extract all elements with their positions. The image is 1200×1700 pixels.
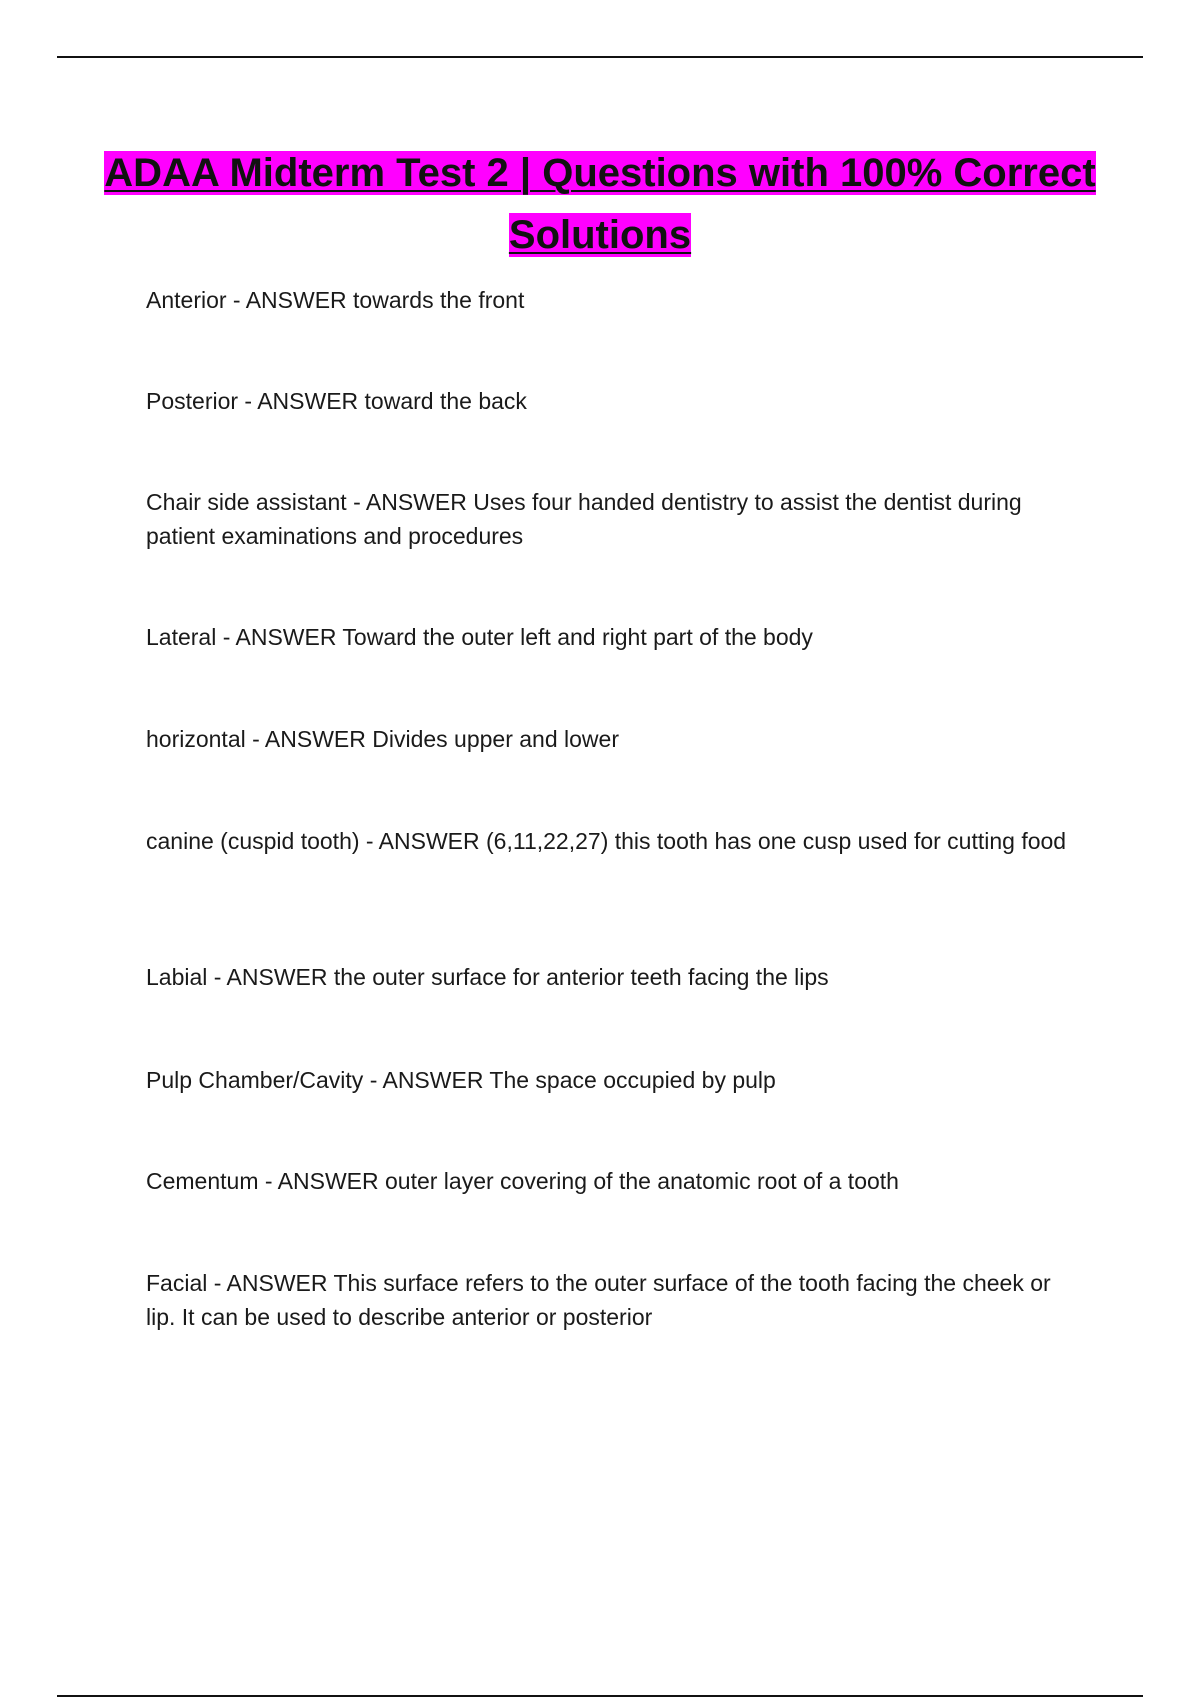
title-block bbox=[100, 142, 1100, 266]
qa-entry: Labial - ANSWER the outer surface for anterior teeth facing the lips bbox=[146, 964, 829, 990]
qa-entry: Facial - ANSWER This surface refers to the outer surface of the tooth facing the cheek or lip. It can be used to describe anterior or posterior bbox=[146, 1270, 1051, 1330]
footer-divider bbox=[57, 1695, 1143, 1697]
qa-entry: Anterior - ANSWER towards the front bbox=[146, 287, 525, 313]
qa-entry: Cementum - ANSWER outer layer covering of the anatomic root of a tooth bbox=[146, 1168, 899, 1194]
qa-entry: Posterior - ANSWER toward the back bbox=[146, 388, 527, 414]
qa-entry: Lateral - ANSWER Toward the outer left and right part of the body bbox=[146, 624, 813, 650]
qa-entry: horizontal - ANSWER Divides upper and lower bbox=[146, 726, 619, 752]
document-title: ADAA Midterm Test 2 | Questions with 100% Correct Solutions bbox=[104, 151, 1096, 257]
qa-entry: canine (cuspid tooth) - ANSWER (6,11,22,27) this tooth has one cusp used for cutting food bbox=[146, 828, 1067, 854]
qa-entry: Chair side assistant - ANSWER Uses four handed dentistry to assist the dentist during patient examinations and procedures bbox=[146, 489, 1022, 549]
header-divider bbox=[57, 56, 1143, 58]
qa-entry: Pulp Chamber/Cavity - ANSWER The space occupied by pulp bbox=[146, 1067, 776, 1093]
